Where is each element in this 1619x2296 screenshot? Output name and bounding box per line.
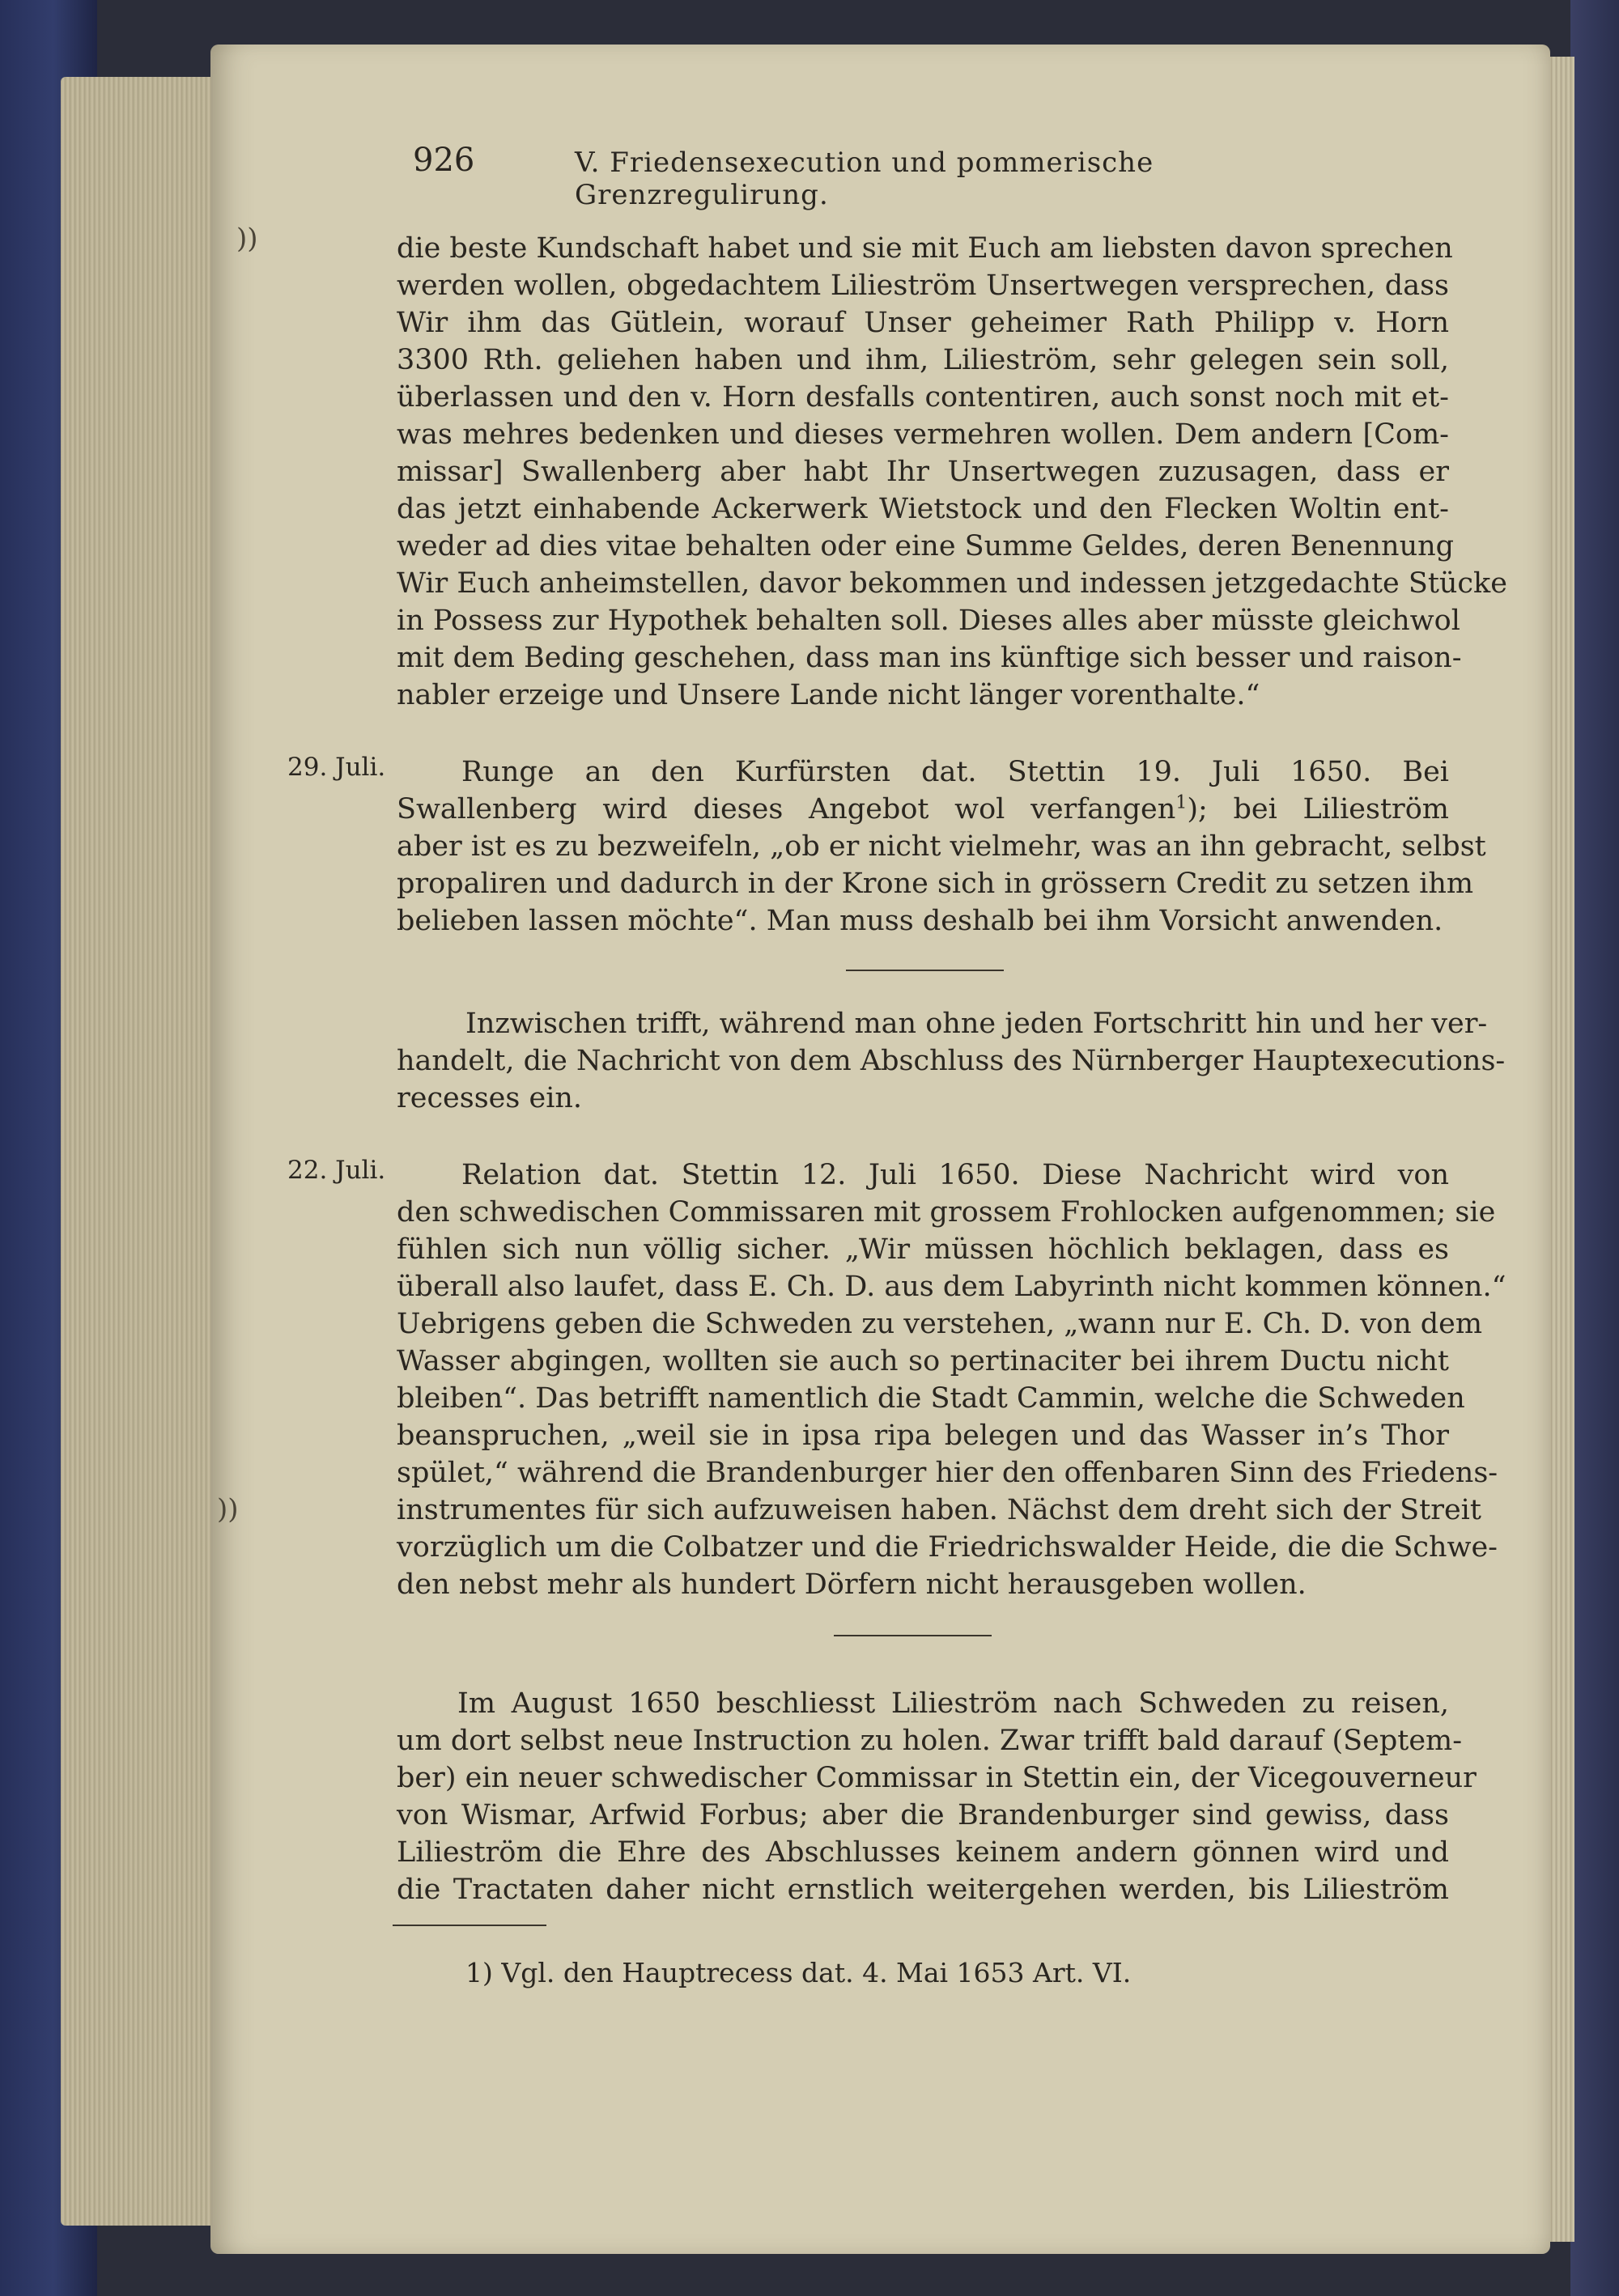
text-line: Wir ihm das Gütlein, worauf Unser geheimer Rath Philipp v. Horn	[397, 307, 1449, 339]
footnote-marker: 1)	[465, 1957, 493, 1988]
footnote-text: Vgl. den Hauptrecess dat. 4. Mai 1653 Art. VI.	[501, 1957, 1132, 1988]
text-line: Relation dat. Stettin 12. Juli 1650. Diese Nachricht wird von	[461, 1159, 1449, 1191]
text-segment: Swallenberg wird dieses Angebot wol verfangen	[397, 793, 1176, 825]
text-line: propaliren und dadurch in der Krone sich in grössern Credit zu setzen ihm	[397, 868, 1474, 900]
text-line: Im August 1650 beschliesst Lilieström nach Schweden zu reisen,	[457, 1687, 1449, 1720]
text-line: die Tractaten daher nicht ernstlich weitergehen werden, bis Lilieström	[397, 1874, 1449, 1906]
text-line: Uebrigens geben die Schweden zu verstehen, „wann nur E. Ch. D. von dem	[397, 1308, 1483, 1340]
text-line: recesses ein.	[397, 1082, 583, 1114]
text-line: überlassen und den v. Horn desfalls contentiren, auch sonst noch mit et-	[397, 381, 1449, 414]
text-line: missar] Swallenberg aber habt Ihr Unsertwegen zuzusagen, dass er	[397, 456, 1449, 488]
text-line: die beste Kundschaft habet und sie mit Euch am liebsten davon sprechen	[397, 232, 1453, 265]
text-line: den schwedischen Commissaren mit grossem Frohlocken aufgenommen; sie	[397, 1196, 1496, 1229]
text-line: 3300 Rth. geliehen haben und ihm, Lilieström, sehr gelegen sein soll,	[397, 344, 1449, 376]
margin-date: 22. Juli.	[287, 1156, 386, 1185]
text-line: Lilieström die Ehre des Abschlusses keinem andern gönnen wird und	[397, 1836, 1449, 1869]
section-divider	[834, 1635, 992, 1636]
text-line: Runge an den Kurfürsten dat. Stettin 19. Juli 1650. Bei	[461, 756, 1449, 788]
text-line: überall also laufet, dass E. Ch. D. aus dem Labyrinth nicht kommen können.“	[397, 1271, 1506, 1303]
margin-date: 29. Juli.	[287, 753, 386, 782]
text-line: ber) ein neuer schwedischer Commissar in Stettin ein, der Vicegouverneur	[397, 1762, 1477, 1794]
footnote-rule	[393, 1925, 546, 1926]
text-line: Inzwischen trifft, während man ohne jeden Fortschritt hin und her ver-	[465, 1008, 1488, 1040]
text-line: was mehres bedenken und dieses vermehren wollen. Dem andern [Com-	[397, 418, 1449, 451]
text-line: handelt, die Nachricht von dem Abschluss des Nürnberger Hauptexecutions-	[397, 1045, 1506, 1077]
text-line: das jetzt einhabende Ackerwerk Wietstock und den Flecken Woltin ent-	[397, 493, 1449, 525]
footnote-ref: 1	[1175, 792, 1188, 813]
text-line: aber ist es zu bezweifeln, „ob er nicht vielmehr, was an ihn gebracht, selbst	[397, 830, 1486, 863]
section-divider	[846, 970, 1004, 971]
text-line: belieben lassen möchte“. Man muss deshalb bei ihm Vorsicht anwenden.	[397, 905, 1443, 937]
text-line: weder ad dies vitae behalten oder eine Summe Geldes, deren Benennung	[397, 530, 1455, 562]
text-line: beanspruchen, „weil sie in ipsa ripa belegen und das Wasser in’s Thor	[397, 1420, 1449, 1452]
text-line: Wir Euch anheimstellen, davor bekommen und indessen jetzgedachte Stücke	[397, 567, 1507, 600]
text-line: nabler erzeige und Unsere Lande nicht länger vorenthalte.“	[397, 679, 1260, 711]
text-line: von Wismar, Arfwid Forbus; aber die Brandenburger sind gewiss, dass	[397, 1799, 1449, 1831]
footnote	[465, 1957, 1131, 1988]
text-line: in Possess zur Hypothek behalten soll. Dieses alles aber müsste gleichwol	[397, 605, 1460, 637]
text-line: fühlen sich nun völlig sicher. „Wir müssen höchlich beklagen, dass es	[397, 1233, 1449, 1266]
text-line: vorzüglich um die Colbatzer und die Friedrichswalder Heide, die die Schwe-	[397, 1531, 1498, 1564]
page-number: 926	[413, 142, 475, 179]
running-header	[413, 142, 1311, 211]
text-line: spület,“ während die Brandenburger hier den offenbaren Sinn des Friedens-	[397, 1457, 1498, 1489]
text-line	[397, 792, 1449, 827]
running-title: V. Friedensexecution und pommerische Grenzregulirung.	[575, 146, 1154, 211]
text-segment: ); bei Lilieström	[1187, 793, 1449, 825]
book-cover-right	[1570, 0, 1619, 2296]
text-line: Wasser abgingen, wollten sie auch so pertinaciter bei ihrem Ductu nicht	[397, 1345, 1449, 1377]
text-line: den nebst mehr als hundert Dörfern nicht herausgeben wollen.	[397, 1568, 1307, 1601]
text-line: mit dem Beding geschehen, dass man ins künftige sich besser und raison-	[397, 642, 1462, 674]
margin-bracket-mark: ))	[217, 1493, 239, 1526]
text-line: um dort selbst neue Instruction zu holen. Zwar trifft bald darauf (Septem-	[397, 1725, 1463, 1757]
text-line: bleiben“. Das betrifft namentlich die Stadt Cammin, welche die Schweden	[397, 1382, 1465, 1415]
text-line: instrumentes für sich aufzuweisen haben. Nächst dem dreht sich der Streit	[397, 1494, 1481, 1526]
text-line: werden wollen, obgedachtem Lilieström Unsertwegen versprechen, dass	[397, 269, 1449, 302]
margin-bracket-mark: ))	[236, 223, 258, 255]
